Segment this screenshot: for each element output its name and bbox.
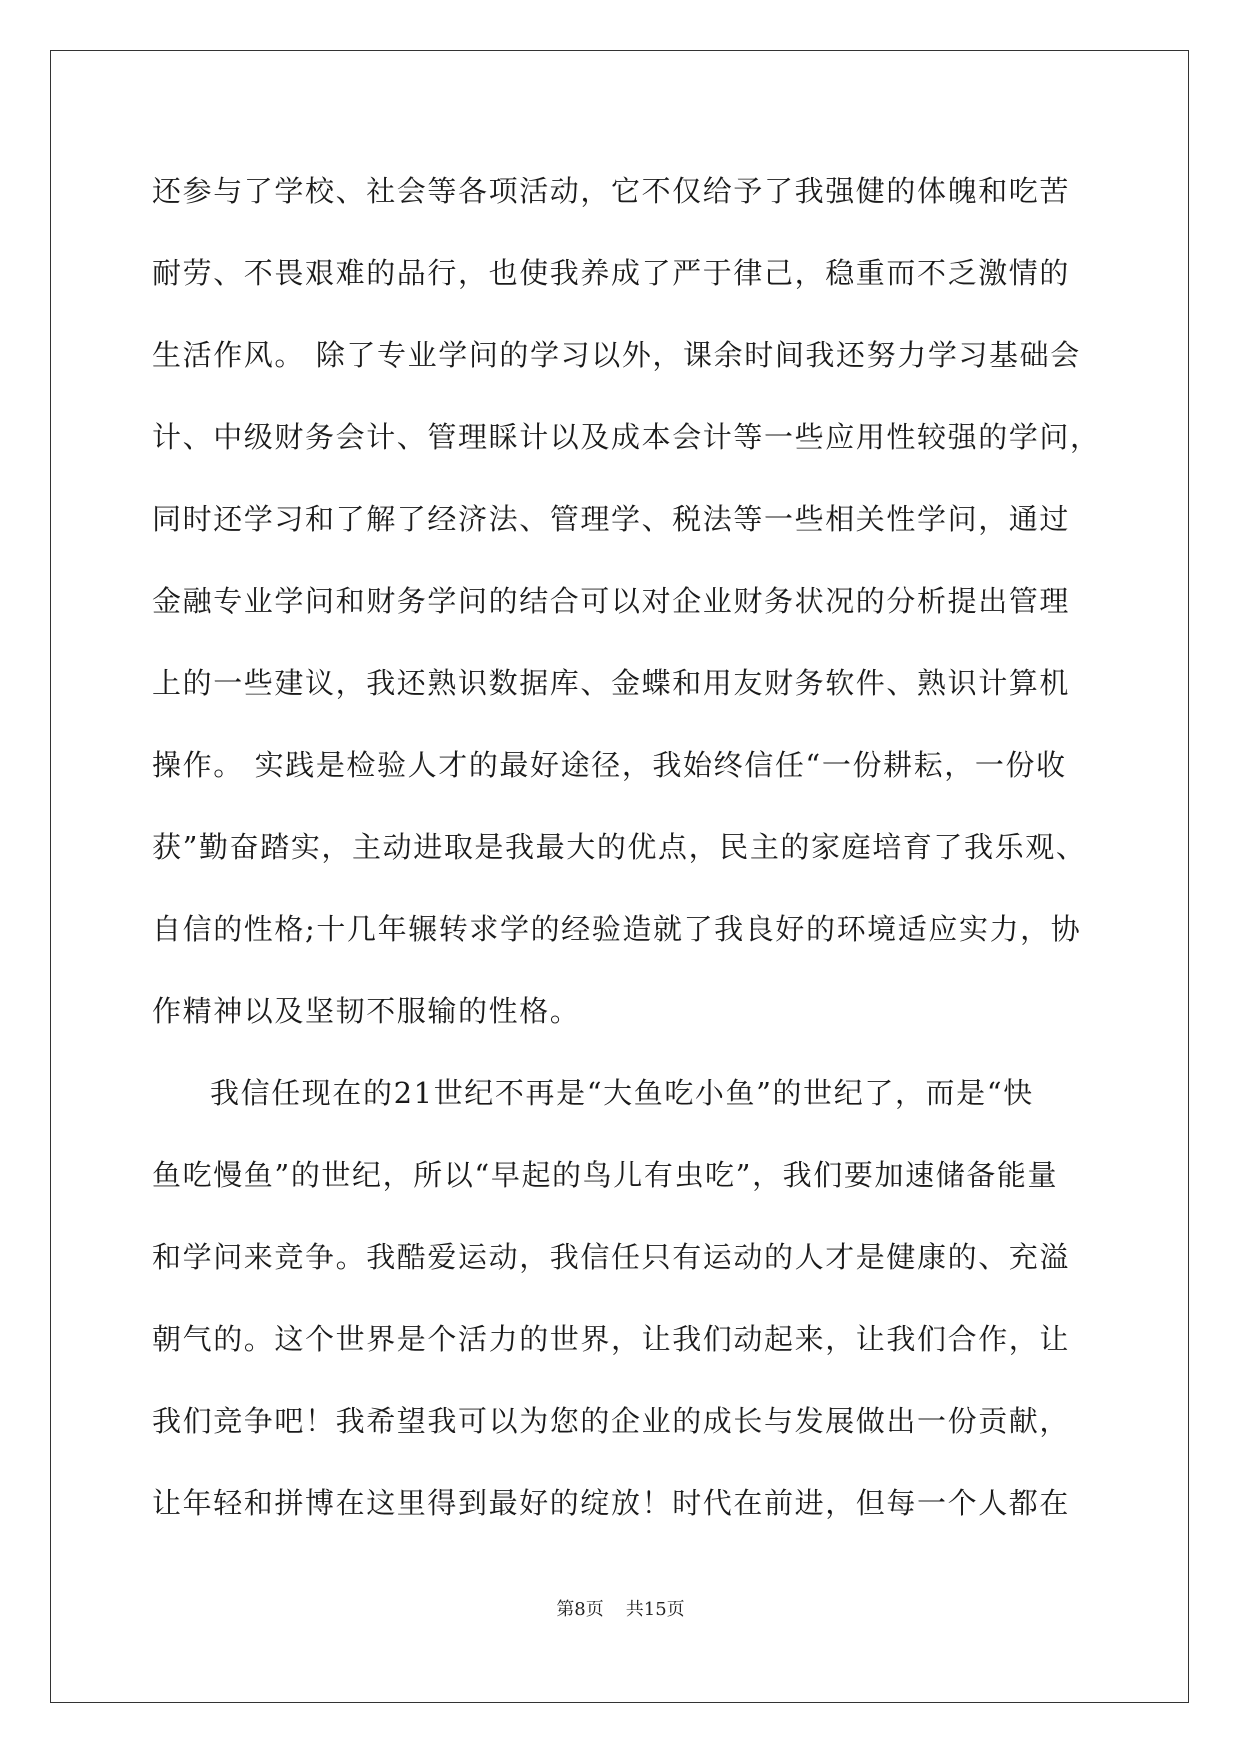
text-line: 计、中级财务会计、管理睬计以及成本会计等一些应用性较强的学问， (152, 420, 1101, 454)
text-line: 鱼吃慢鱼”的世纪，所以“早起的鸟儿有虫吃”，我们要加速储备能量 (152, 1158, 1059, 1192)
text-line: 生活作风。 除了专业学问的学习以外，课余时间我还努力学习基础会 (152, 338, 1081, 372)
current-page-label: 第8页 (556, 1599, 604, 1620)
text-line: 自信的性格;十几年辗转求学的经验造就了我良好的环境适应实力，协 (152, 912, 1082, 946)
total-pages-label: 共15页 (625, 1599, 685, 1620)
text-line: 我信任现在的21世纪不再是“大鱼吃小鱼”的世纪了，而是“快 (210, 1076, 1034, 1110)
text-line: 和学问来竞争。我酷爱运动，我信任只有运动的人才是健康的、充溢 (152, 1240, 1071, 1274)
paragraph-2 (152, 1067, 1092, 1559)
text-line: 金融专业学问和财务学问的结合可以对企业财务状况的分析提出管理 (152, 584, 1071, 618)
text-line: 作精神以及坚韧不服输的性格。 (152, 994, 581, 1028)
page-footer (0, 1595, 1241, 1621)
text-line: 让年轻和拼博在这里得到最好的绽放！时代在前进，但每一个人都在 (152, 1486, 1071, 1520)
text-line: 获”勤奋踏实，主动进取是我最大的优点，民主的家庭培育了我乐观、 (152, 830, 1087, 864)
text-line: 操作。 实践是检验人才的最好途径，我始终信任“一份耕耘，一份收 (152, 748, 1067, 782)
text-line: 朝气的。这个世界是个活力的世界，让我们动起来，让我们合作，让 (152, 1322, 1071, 1356)
text-line: 我们竞争吧！我希望我可以为您的企业的成长与发展做出一份贡献， (152, 1404, 1071, 1438)
document-body (152, 165, 1101, 1559)
text-line: 还参与了学校、社会等各项活动，它不仅给予了我强健的体魄和吃苦 (152, 174, 1071, 208)
text-line: 同时还学习和了解了经济法、管理学、税法等一些相关性学问，通过 (152, 502, 1071, 536)
paragraph-1 (152, 165, 1101, 1067)
text-line: 耐劳、不畏艰难的品行，也使我养成了严于律己，稳重而不乏激情的 (152, 256, 1071, 290)
text-line: 上的一些建议，我还熟识数据库、金蝶和用友财务软件、熟识计算机 (152, 666, 1071, 700)
